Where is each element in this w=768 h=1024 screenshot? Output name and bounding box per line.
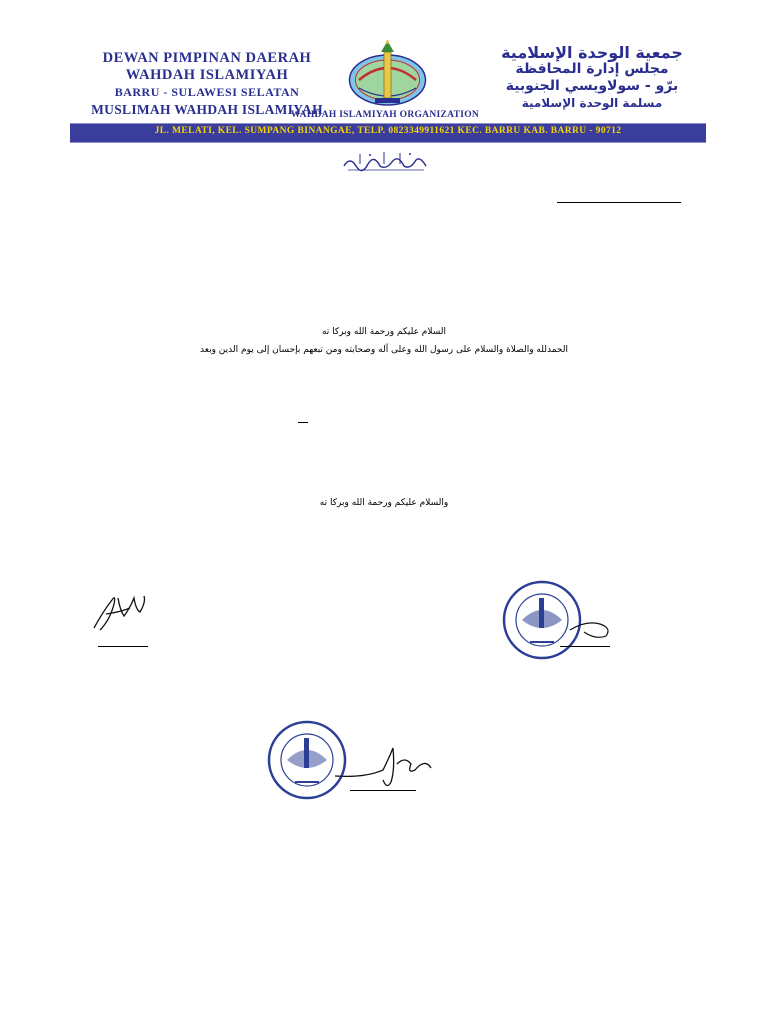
address-text: JL. MELATI, KEL. SUMPANG BINANGAE, TELP. 0823349911621 KEC. BARRU KAB. BARRU - 90712 — [154, 126, 622, 136]
header-left-line-4: MUSLIMAH WAHDAH ISLAMIYAH — [91, 102, 323, 117]
header-left-line-2: WAHDAH ISLAMIYAH — [125, 67, 289, 83]
signature-line-right — [560, 646, 610, 647]
header-right-line-4: مسلمة الوحدة الإسلامية — [521, 96, 663, 110]
header-right-line-2: مجلس إدارة المحافظة — [515, 61, 669, 77]
header-right-line-3: برّو - سولاويسي الجنوبية — [505, 78, 679, 94]
signature-line-bottom — [350, 790, 416, 791]
header-left-line-3: BARRU - SULAWESI SELATAN — [114, 85, 300, 99]
signature-left — [90, 590, 160, 635]
header-left-line-1: DEWAN PIMPINAN DAERAH — [102, 50, 312, 66]
header-right-line-1: جمعية الوحدة الإسلامية — [501, 43, 683, 62]
signature-line-left — [98, 646, 148, 647]
date-line — [557, 202, 681, 203]
closing-salam: والسلام عليكم ورحمة الله وبركا ته — [319, 498, 449, 508]
header-right-block — [492, 44, 692, 112]
basmala-calligraphy-icon — [340, 148, 430, 174]
stamp-right-icon — [500, 580, 620, 660]
wahdah-logo-icon — [345, 38, 430, 110]
dash-mark — [298, 422, 308, 423]
hamdalah-text: الحمدلله والصلاة والسلام على رسول الله وعلى آله وصحابته ومن تبعهم بإحسان إلى يوم الدين وبعد — [200, 345, 568, 355]
organization-label: WAHDAH ISLAMIYAH ORGANIZATION — [290, 110, 480, 120]
opening-salam: السلام عليكم ورحمة الله وبركا ته — [321, 327, 447, 337]
header-left-block — [72, 50, 342, 118]
